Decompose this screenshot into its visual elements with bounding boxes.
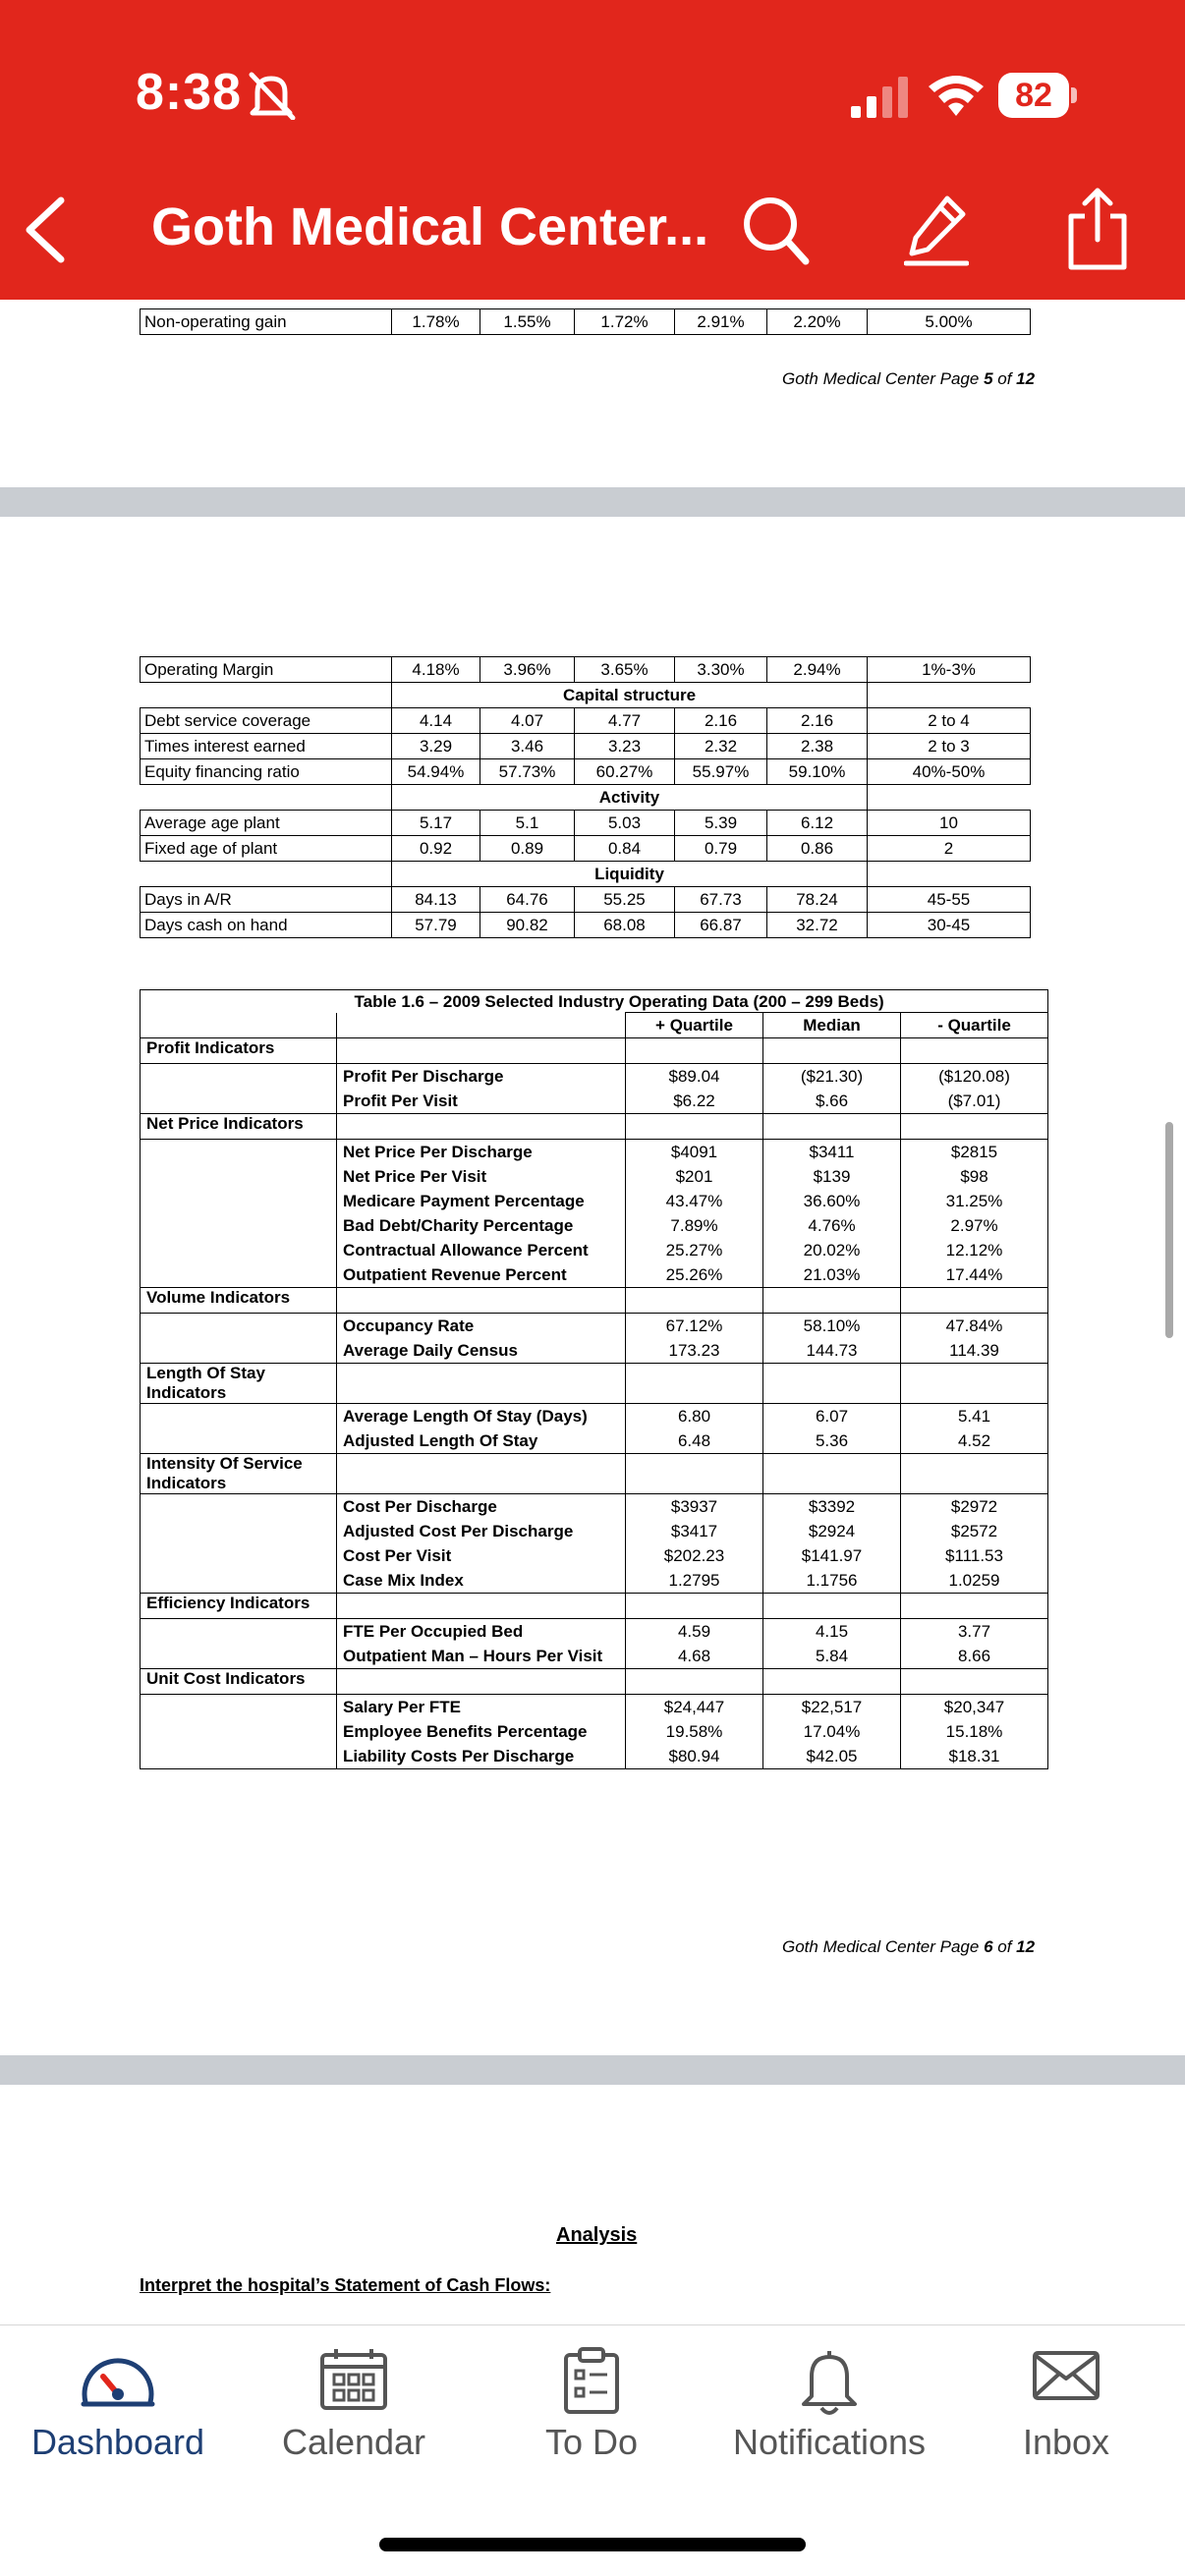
metric-names [337,1695,626,1769]
cell: 5.17 [392,811,480,836]
cell: 45-55 [868,887,1031,913]
cell: 2.20% [767,309,868,335]
value: 19.58% [665,1722,723,1741]
column-header: Median [763,1013,901,1038]
value: $42.05 [806,1747,858,1765]
cell: 2.94% [767,657,868,683]
empty-cell [626,1114,763,1140]
metric-name: Net Price Per Visit [343,1167,487,1186]
empty-cell [901,1114,1048,1140]
page-separator [0,2055,1185,2085]
row-label: Debt service coverage [141,708,392,734]
cell: 55.25 [575,887,675,913]
value: $3937 [670,1497,718,1516]
value: $6.22 [673,1092,715,1110]
value: 3.77 [957,1622,991,1641]
empty-cell [337,1454,626,1494]
value: $24,447 [663,1698,725,1716]
section-title: Capital structure [392,683,868,708]
lower-values [901,1404,1048,1454]
median-values [763,1140,901,1288]
value: $2572 [950,1522,998,1540]
value: 5.41 [957,1407,991,1426]
empty-cell [141,1314,337,1364]
category-label: Length Of Stay Indicators [141,1364,337,1404]
wifi-icon [929,73,984,118]
category-label: Net Price Indicators [141,1114,337,1140]
tab-notifications[interactable] [711,2325,947,2473]
cell: 1%-3% [868,657,1031,683]
cell: 66.87 [675,913,767,938]
empty-cell [626,1288,763,1314]
cell: 4.07 [480,708,575,734]
tab-label: Calendar [281,2422,426,2462]
industry-indicator-table [140,989,1048,1769]
cell: 1.78% [392,309,480,335]
lower-values [901,1695,1048,1769]
cell: 67.73 [675,887,767,913]
category-label: Profit Indicators [141,1038,337,1064]
cell: 2 to 4 [868,708,1031,734]
value: ($7.01) [947,1092,1001,1110]
lower-values [901,1140,1048,1288]
tab-label: To Do [544,2422,639,2462]
page-footer: Goth Medical Center Page 6 of 12 [782,1937,1036,1956]
cell: 2 [868,836,1031,862]
metric-name: Adjusted Length Of Stay [343,1431,538,1450]
cell: 40%-50% [868,759,1031,785]
category-label: Intensity Of Service Indicators [141,1454,337,1494]
empty-cell [337,1114,626,1140]
cell: 54.94% [392,759,480,785]
median-values [763,1064,901,1114]
row-label: Operating Margin [141,657,392,683]
median-values [763,1314,901,1364]
metric-name: Profit Per Visit [343,1092,458,1110]
category-row [141,1669,1048,1695]
value: 6.48 [677,1431,711,1450]
cell: 3.29 [392,734,480,759]
section-row [141,862,1031,887]
table-row [141,811,1031,836]
row-label: Fixed age of plant [141,836,392,862]
empty-cell [901,1454,1048,1494]
metric-name: FTE Per Occupied Bed [343,1622,524,1641]
metric-name: Medicare Payment Percentage [343,1192,585,1210]
tab-dashboard[interactable] [0,2325,236,2473]
section-row [141,683,1031,708]
value: $2815 [950,1143,998,1161]
page-separator [0,487,1185,517]
metric-name: Occupancy Rate [343,1316,475,1335]
value: 1.1756 [806,1571,858,1590]
value: $3392 [808,1497,856,1516]
value: ($21.30) [800,1067,864,1086]
lower-values [901,1619,1048,1669]
cell: 0.84 [575,836,675,862]
cell: 0.79 [675,836,767,862]
value: 6.07 [815,1407,849,1426]
calendar-icon [318,2347,389,2410]
median-values [763,1404,901,1454]
value: 4.76% [808,1216,856,1235]
cell: 0.86 [767,836,868,862]
median-values [763,1695,901,1769]
metric-name: Case Mix Index [343,1571,464,1590]
empty-cell [337,1364,626,1404]
value: 4.68 [677,1647,711,1665]
value: 12.12% [945,1241,1003,1260]
value: 36.60% [803,1192,861,1210]
cell: 3.96% [480,657,575,683]
metric-row [141,1140,1048,1288]
tab-todo[interactable] [472,2325,711,2473]
empty-cell [763,1454,901,1494]
empty-cell [626,1594,763,1619]
tab-inbox[interactable] [947,2325,1185,2473]
cell: 2 to 3 [868,734,1031,759]
empty-cell [141,1494,337,1594]
pencil-icon[interactable] [904,193,969,267]
envelope-icon [1031,2347,1101,2402]
upper-values [626,1140,763,1288]
cell: 1.55% [480,309,575,335]
empty-cell [901,1594,1048,1619]
value: 15.18% [945,1722,1003,1741]
value: $80.94 [668,1747,720,1765]
empty-cell [141,1619,337,1669]
gauge-icon [76,2347,160,2410]
category-label: Efficiency Indicators [141,1594,337,1619]
clipboard-icon [560,2347,623,2414]
cell: 0.92 [392,836,480,862]
category-row [141,1364,1048,1404]
battery-icon [998,73,1077,118]
value: 25.26% [665,1265,723,1284]
value: 5.84 [815,1647,849,1665]
metric-row [141,1695,1048,1769]
empty-cell [141,1064,337,1114]
metric-name: Bad Debt/Charity Percentage [343,1216,574,1235]
value: 2.97% [950,1216,998,1235]
value: 5.36 [815,1431,849,1450]
upper-values [626,1064,763,1114]
cell: 55.97% [675,759,767,785]
table-row [141,759,1031,785]
ratio-table-continued [140,308,1031,335]
empty-cell [626,1364,763,1404]
analysis-heading: Analysis [556,2224,638,2246]
page-footer: Goth Medical Center Page 5 of 12 [782,369,1036,388]
row-label: Days cash on hand [141,913,392,938]
value: 7.89% [670,1216,718,1235]
value: 1.0259 [948,1571,1000,1590]
empty-cell [626,1038,763,1064]
search-icon[interactable] [739,193,810,267]
empty-cell [763,1038,901,1064]
cell: 5.00% [868,309,1031,335]
lower-values [901,1314,1048,1364]
document-title: Goth Medical Center... [151,197,709,256]
value: 31.25% [945,1192,1003,1210]
metric-row [141,1064,1048,1114]
tab-label: Dashboard [30,2422,205,2462]
cell: 68.08 [575,913,675,938]
cell: 57.73% [480,759,575,785]
value: 47.84% [945,1316,1003,1335]
value: 114.39 [949,1341,999,1360]
value: $141.97 [801,1546,863,1565]
value: $89.04 [668,1067,720,1086]
table-row [141,887,1031,913]
table-row [141,836,1031,862]
table-row [141,708,1031,734]
metric-names [337,1064,626,1114]
median-values [763,1619,901,1669]
cell: 3.30% [675,657,767,683]
section-title: Liquidity [392,862,868,887]
cell: 78.24 [767,887,868,913]
value: $22,517 [801,1698,863,1716]
row-label: Non-operating gain [141,309,392,335]
cell: 5.1 [480,811,575,836]
value: 20.02% [803,1241,861,1260]
value: 1.2795 [668,1571,720,1590]
metric-names [337,1140,626,1288]
ratio-table [140,656,1031,938]
value: $2924 [808,1522,856,1540]
value: 67.12% [665,1316,723,1335]
value: $4091 [670,1143,718,1161]
cell: 64.76 [480,887,575,913]
value: 43.47% [665,1192,723,1210]
scrollbar[interactable] [1165,1122,1173,1338]
metric-name: Outpatient Man – Hours Per Visit [343,1647,603,1665]
upper-values [626,1619,763,1669]
value: $202.23 [663,1546,725,1565]
category-row [141,1114,1048,1140]
value: $3417 [670,1522,718,1540]
bell-icon [798,2347,861,2418]
column-header-row [141,1013,1048,1038]
empty-cell [337,1594,626,1619]
metric-name: Profit Per Discharge [343,1067,504,1086]
metric-name: Adjusted Cost Per Discharge [343,1522,574,1540]
table-row [141,734,1031,759]
empty-cell [141,1695,337,1769]
cell: 3.46 [480,734,575,759]
category-label: Unit Cost Indicators [141,1669,337,1695]
value: ($120.08) [938,1067,1010,1086]
row-label: Average age plant [141,811,392,836]
cell: 4.77 [575,708,675,734]
metric-name: Average Length Of Stay (Days) [343,1407,588,1426]
empty-cell [337,1038,626,1064]
category-label: Volume Indicators [141,1288,337,1314]
metric-names [337,1314,626,1364]
cell: 5.03 [575,811,675,836]
home-indicator [379,2538,806,2551]
value: 4.59 [677,1622,711,1641]
value: $3411 [809,1143,855,1161]
metric-name: Outpatient Revenue Percent [343,1265,567,1284]
metric-name: Cost Per Discharge [343,1497,497,1516]
table-title: Table 1.6 – 2009 Selected Industry Operating Data (200 – 299 Beds) [337,990,1048,1013]
row-label: Equity financing ratio [141,759,392,785]
empty-cell [763,1669,901,1695]
bell-muted-icon [244,71,299,120]
value: $139 [813,1167,851,1186]
value: 8.66 [957,1647,991,1665]
share-icon[interactable] [1063,187,1132,271]
section-row [141,785,1031,811]
empty-cell [763,1114,901,1140]
value: 25.27% [665,1241,723,1260]
upper-values [626,1314,763,1364]
metric-row [141,1619,1048,1669]
metric-name: Cost Per Visit [343,1546,452,1565]
cell: 32.72 [767,913,868,938]
category-row [141,1594,1048,1619]
value: $.66 [815,1092,849,1110]
empty-cell [901,1038,1048,1064]
cell: 1.72% [575,309,675,335]
empty-cell [141,1404,337,1454]
cell: 90.82 [480,913,575,938]
cell: 4.18% [392,657,480,683]
value: 17.44% [945,1265,1003,1284]
upper-values [626,1404,763,1454]
column-header: - Quartile [901,1013,1048,1038]
value: 17.04% [803,1722,861,1741]
value: 6.80 [677,1407,711,1426]
signal-icon [851,77,910,118]
empty-cell [901,1364,1048,1404]
table-row [141,657,1031,683]
metric-name: Average Daily Census [343,1341,518,1360]
empty-cell [901,1669,1048,1695]
median-values [763,1494,901,1594]
cell: 2.91% [675,309,767,335]
category-row [141,1288,1048,1314]
metric-row [141,1404,1048,1454]
value: $201 [675,1167,713,1186]
battery-level: 82 [998,73,1069,118]
metric-name: Net Price Per Discharge [343,1143,533,1161]
category-row [141,1038,1048,1064]
section-title: Activity [392,785,868,811]
cell: 2.38 [767,734,868,759]
empty-cell [763,1594,901,1619]
category-row [141,1454,1048,1494]
tab-label: Notifications [732,2422,927,2462]
tab-label: Inbox [1022,2422,1110,2462]
cell: 4.14 [392,708,480,734]
question-prompt: Interpret the hospital’s Statement of Cash Flows: [140,2275,551,2295]
value: 4.52 [957,1431,991,1450]
cell: 2.32 [675,734,767,759]
cell: 6.12 [767,811,868,836]
value: $2972 [950,1497,998,1516]
value: $98 [960,1167,988,1186]
value: 4.15 [815,1622,849,1641]
cell: 60.27% [575,759,675,785]
app-header [0,0,1185,300]
metric-name: Contractual Allowance Percent [343,1241,589,1260]
cell: 84.13 [392,887,480,913]
column-header: + Quartile [626,1013,763,1038]
cell: 3.23 [575,734,675,759]
cell: 2.16 [767,708,868,734]
empty-cell [626,1669,763,1695]
metric-names [337,1494,626,1594]
upper-values [626,1494,763,1594]
row-label: Times interest earned [141,734,392,759]
empty-cell [141,1140,337,1288]
status-time: 8:38 [136,64,243,121]
cell: 57.79 [392,913,480,938]
cell: 30-45 [868,913,1031,938]
metric-name: Salary Per FTE [343,1698,462,1716]
value: $111.53 [945,1546,1003,1565]
empty-cell [626,1454,763,1494]
cell: 2.16 [675,708,767,734]
lower-values [901,1494,1048,1594]
value: $18.31 [948,1747,1000,1765]
metric-name: Employee Benefits Percentage [343,1722,588,1741]
metric-row [141,1314,1048,1364]
metric-names [337,1404,626,1454]
metric-row [141,1494,1048,1594]
row-label: Days in A/R [141,887,392,913]
tab-calendar[interactable] [236,2325,472,2473]
value: 173.23 [668,1341,720,1360]
value: 144.73 [806,1341,858,1360]
value: 21.03% [803,1265,861,1284]
value: 58.10% [803,1316,861,1335]
table-row [141,913,1031,938]
table-title-row [141,990,1048,1013]
metric-names [337,1619,626,1669]
cell: 3.65% [575,657,675,683]
upper-values [626,1695,763,1769]
empty-cell [337,1288,626,1314]
empty-cell [901,1288,1048,1314]
cell: 10 [868,811,1031,836]
table-row [141,309,1031,335]
cell: 0.89 [480,836,575,862]
empty-cell [763,1364,901,1404]
cell: 5.39 [675,811,767,836]
metric-name: Liability Costs Per Discharge [343,1747,575,1765]
empty-cell [337,1669,626,1695]
value: $20,347 [943,1698,1005,1716]
empty-cell [763,1288,901,1314]
cell: 59.10% [767,759,868,785]
back-chevron-icon[interactable] [18,193,73,267]
lower-values [901,1064,1048,1114]
